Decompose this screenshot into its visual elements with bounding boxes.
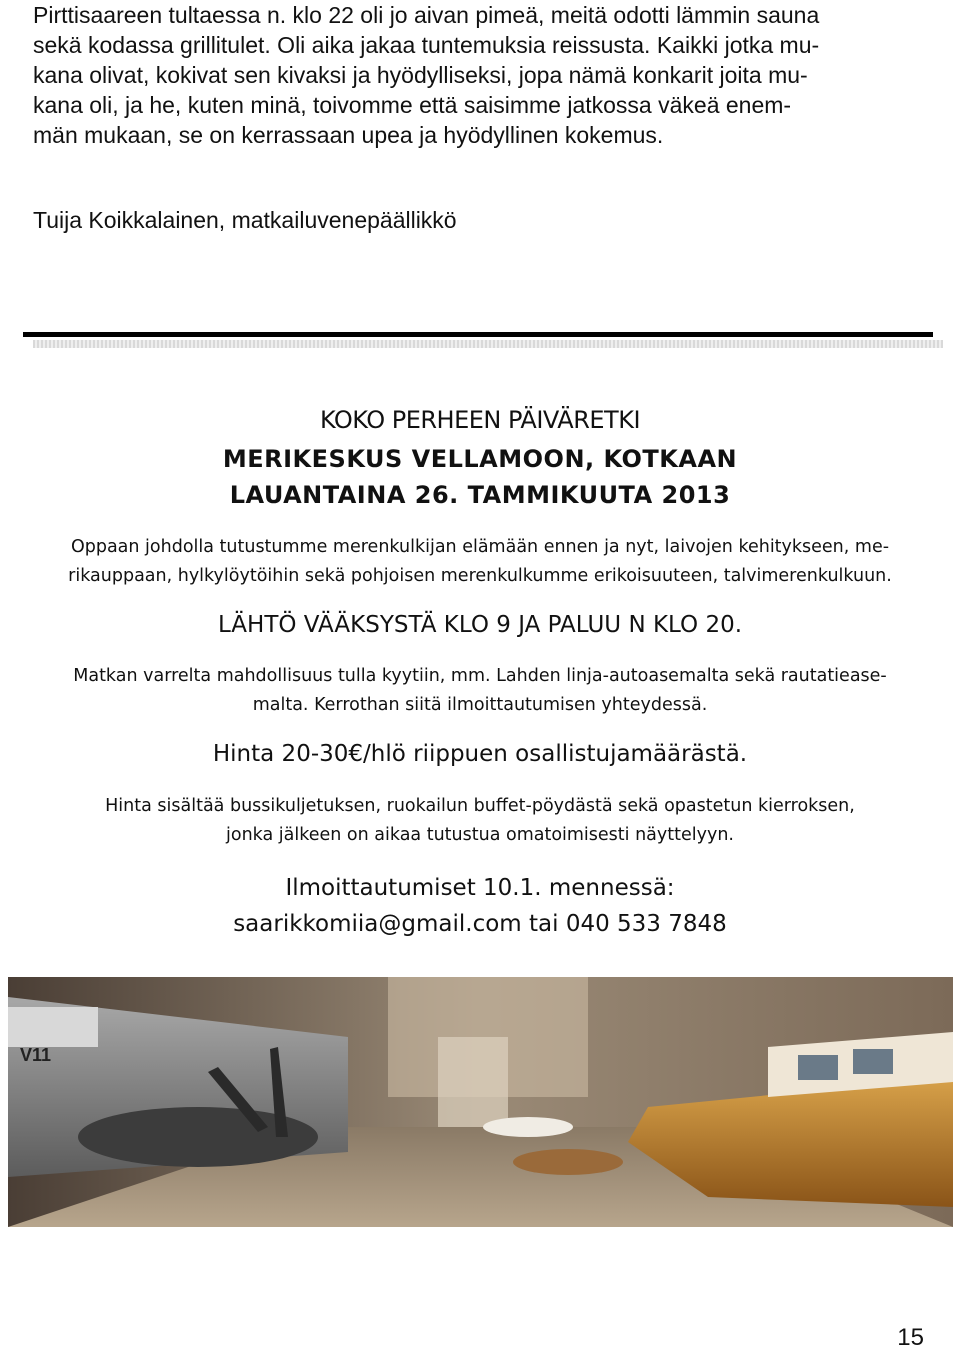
description-line: Oppaan johdolla tutustumme merenkulkijan elämään ennen ja nyt, laivojen kehitykseen, me- bbox=[70, 537, 890, 557]
flyer-heading: KOKO PERHEEN PÄIVÄRETKI bbox=[319, 406, 641, 434]
page-number: 15 bbox=[897, 1324, 924, 1351]
grey-vessel-cabin bbox=[8, 1007, 98, 1047]
intro-paragraph bbox=[33, 0, 923, 150]
pickup-info bbox=[0, 662, 960, 720]
small-boat-exhibit bbox=[513, 1149, 623, 1175]
flyer-destination: MERIKESKUS VELLAMOON, KOTKAAN bbox=[222, 445, 738, 473]
intro-line: kana oli, ja he, kuten minä, toivomme että saisimme jatkossa väkeä enem- bbox=[33, 92, 792, 118]
section-divider-shadow bbox=[33, 340, 943, 348]
flyer-date: LAUANTAINA 26. TAMMIKUUTA 2013 bbox=[229, 481, 731, 509]
intro-line: kana olivat, kokivat sen kivaksi ja hyödylliseksi, jopa nämä konkarit joita mu- bbox=[33, 62, 808, 88]
author-signature: Tuija Koikkalainen, matkailuvenepäällikkö bbox=[33, 207, 457, 233]
hall-doorway bbox=[438, 1037, 508, 1127]
small-boat-exhibit bbox=[483, 1117, 573, 1137]
description-line: rikauppaan, hylkylöytöihin sekä pohjoisen merenkulkumme erikoisuuteen, talvimerenkulkuun. bbox=[68, 566, 892, 586]
flyer-description bbox=[0, 533, 960, 591]
price-details-line: Hinta sisältää bussikuljetuksen, ruokailun buffet-pöydästä sekä opastetun kierroksen, bbox=[105, 796, 855, 816]
wooden-motorboat-window bbox=[853, 1049, 893, 1074]
museum-hall-illustration bbox=[8, 977, 953, 1227]
registration-contact: saarikkomiia@gmail.com tai 040 533 7848 bbox=[233, 911, 727, 937]
departure-info: LÄHTÖ VÄÄKSYSTÄ KLO 9 JA PALUU N KLO 20. bbox=[217, 612, 743, 638]
vessel-hull-number: V11 bbox=[20, 1045, 52, 1065]
registration-deadline: Ilmoittautumiset 10.1. mennessä: bbox=[285, 875, 675, 901]
museum-photo bbox=[8, 977, 953, 1227]
price-details-line: jonka jälkeen on aikaa tutustua omatoimisesti näyttelyyn. bbox=[226, 825, 734, 845]
registration-info bbox=[0, 870, 960, 942]
intro-line: sekä kodassa grillitulet. Oli aika jakaa tuntemuksia reissusta. Kaikki jotka mu- bbox=[33, 32, 820, 58]
price-details bbox=[0, 792, 960, 850]
wooden-motorboat-window bbox=[798, 1055, 838, 1080]
section-divider bbox=[23, 332, 933, 337]
price-info: Hinta 20-30€/hlö riippuen osallistujamäärästä. bbox=[212, 741, 748, 767]
intro-line: Pirttisaareen tultaessa n. klo 22 oli jo aivan pimeä, meitä odotti lämmin sauna bbox=[33, 2, 820, 28]
pickup-line: malta. Kerrothan siitä ilmoittautumisen yhteydessä. bbox=[252, 695, 708, 715]
intro-line: män mukaan, se on kerrassaan upea ja hyödyllinen kokemus. bbox=[33, 122, 664, 148]
pickup-line: Matkan varrelta mahdollisuus tulla kyytiin, mm. Lahden linja-autoasemalta sekä rautatiease- bbox=[73, 666, 887, 686]
